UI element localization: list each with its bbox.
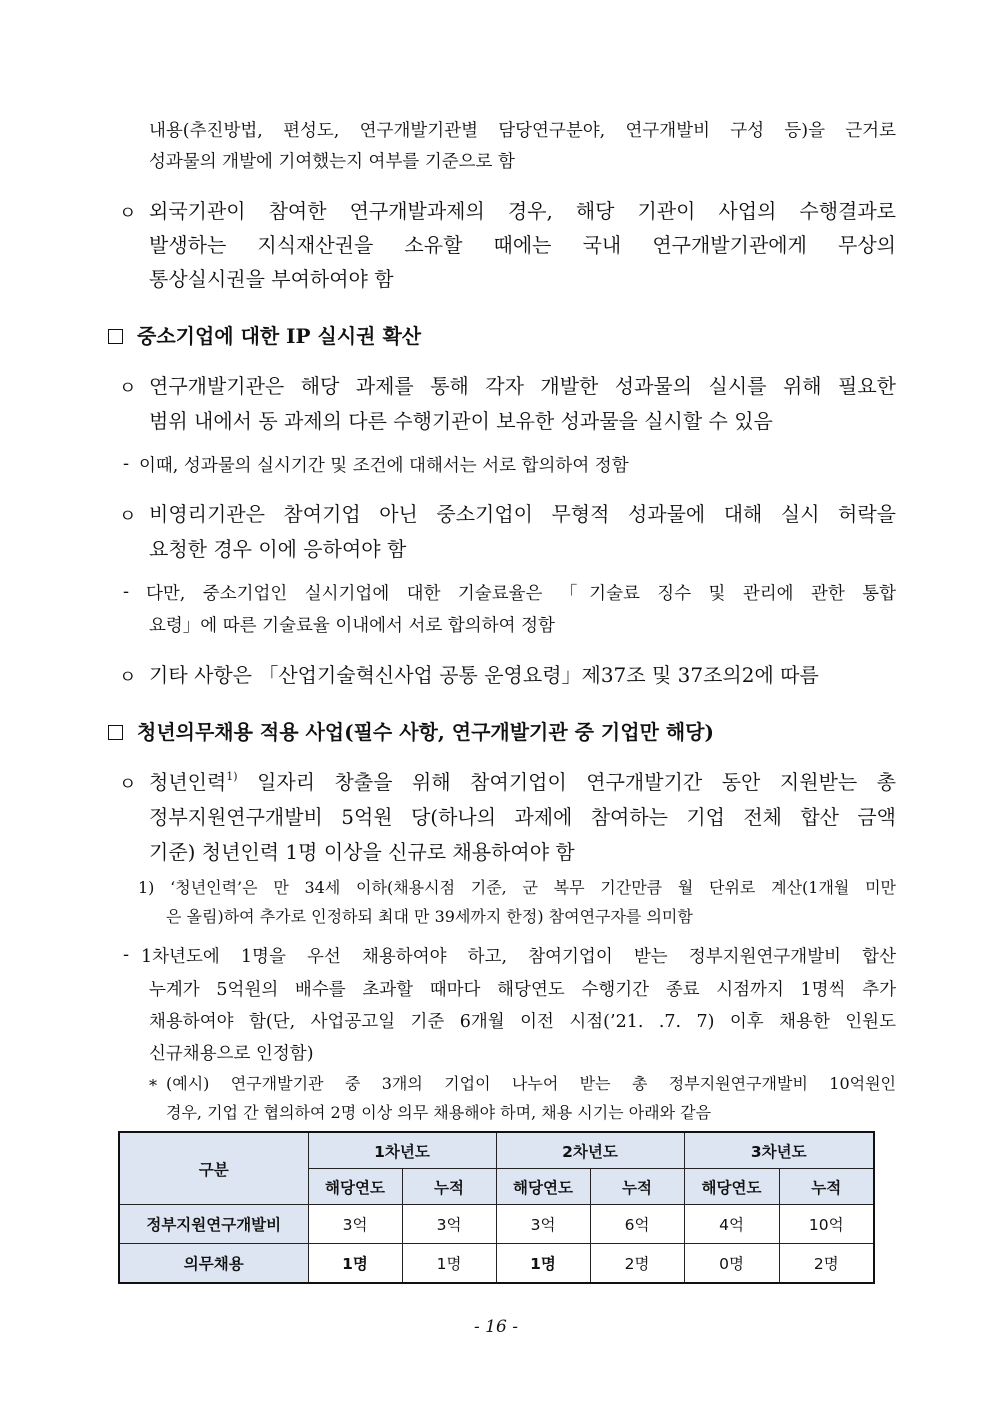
table-cell: 10억 bbox=[779, 1205, 874, 1244]
table-header-year-2: 2차년도 bbox=[496, 1132, 684, 1169]
circle-bullet: ㅇ bbox=[119, 774, 137, 795]
table-header-category: 구분 bbox=[119, 1132, 308, 1205]
para-6-line-3: 기준) 청년인력 1명 이상을 신규로 채용하여야 함 bbox=[149, 840, 575, 864]
dash-item-3-line-3: 채용하여야 함(단, 사업공고일 기준 6개월 이전 시점(’21. .7. 7) 이후 채용한 인원도 bbox=[149, 1012, 896, 1032]
dash-item-3-line-2: 누계가 5억원의 배수를 초과할 때마다 해당연도 수행기간 종료 시점까지 1명씩 추가 bbox=[149, 980, 896, 1000]
example-line-2: 경우, 기업 간 협의하여 2명 이상 의무 채용해야 하며, 채용 시기는 아래와 같음 bbox=[166, 1103, 712, 1122]
table-cell: 6억 bbox=[590, 1205, 684, 1244]
section-heading-ip bbox=[108, 320, 421, 349]
para-6-rest: 일자리 창출을 위해 참여기업이 연구개발기간 동안 지원받는 총 bbox=[237, 770, 896, 794]
page-number: - 16 - bbox=[474, 1317, 518, 1337]
checkbox-square-icon bbox=[108, 329, 123, 344]
table-header-year-1: 1차년도 bbox=[308, 1132, 496, 1169]
dash-bullet: - bbox=[123, 581, 130, 602]
circle-bullet: ㅇ bbox=[119, 667, 137, 688]
table-header-year-3: 3차년도 bbox=[684, 1132, 874, 1169]
row-label: 의무채용 bbox=[119, 1244, 308, 1284]
para-2-line-2: 발생하는 지식재산권을 소유할 때에는 국내 연구개발기관에게 무상의 bbox=[149, 233, 896, 257]
table-subheader: 누적 bbox=[402, 1169, 496, 1205]
table-cell: 1명 bbox=[402, 1244, 496, 1284]
para-5: 기타 사항은 「산업기술혁신사업 공통 운영요령」제37조 및 37조의2에 따름 bbox=[149, 663, 819, 687]
table-cell: 2명 bbox=[779, 1244, 874, 1284]
circle-bullet: ㅇ bbox=[119, 378, 137, 399]
section-heading-ip-text: 중소기업에 대한 IP 실시권 확산 bbox=[137, 324, 422, 348]
para-1-line-1: 내용(추진방법, 편성도, 연구개발기관별 담당연구분야, 연구개발비 구성 등)을 근거로 bbox=[149, 121, 896, 141]
dash-bullet: - bbox=[123, 453, 130, 474]
row-label: 정부지원연구개발비 bbox=[119, 1205, 308, 1244]
table-row bbox=[119, 1205, 874, 1244]
dash-bullet: - bbox=[123, 944, 130, 965]
table-cell: 3억 bbox=[308, 1205, 402, 1244]
para-6-line-2: 정부지원연구개발비 5억원 당(하나의 과제에 참여하는 기업 전체 합산 금액 bbox=[149, 805, 896, 829]
table-cell: 4억 bbox=[684, 1205, 779, 1244]
para-2-line-1: 외국기관이 참여한 연구개발과제의 경우, 해당 기관이 사업의 수행결과로 bbox=[149, 199, 896, 223]
table-subheader: 누적 bbox=[590, 1169, 684, 1205]
para-1-line-2: 성과물의 개발에 기여했는지 여부를 기준으로 함 bbox=[149, 152, 515, 172]
example-line-1: (예시) 연구개발기관 중 3개의 기업이 나누어 받는 총 정부지원연구개발비 10억원인 bbox=[166, 1074, 896, 1093]
footnote-line-1: 1) ‘청년인력’은 만 34세 이하(채용시점 기준, 군 복무 기간만큼 월 단위로 계산(1개월 미만 bbox=[138, 878, 896, 897]
section-heading-youth-text: 청년의무채용 적용 사업(필수 사항, 연구개발기관 중 기업만 해당) bbox=[137, 720, 714, 744]
para-2-line-3: 통상실시권을 부여하여야 함 bbox=[149, 267, 394, 291]
checkbox-square-icon bbox=[108, 725, 123, 740]
para-6-line-1 bbox=[149, 766, 896, 795]
footnote-ref: 1) bbox=[226, 770, 238, 783]
table-subheader: 누적 bbox=[779, 1169, 874, 1205]
circle-bullet: ㅇ bbox=[119, 506, 137, 527]
para-4-line-1: 비영리기관은 참여기업 아닌 중소기업이 무형적 성과물에 대해 실시 허락을 bbox=[149, 502, 896, 526]
table-cell: 1명 bbox=[496, 1244, 590, 1284]
table-cell: 2명 bbox=[590, 1244, 684, 1284]
table-subheader: 해당연도 bbox=[308, 1169, 402, 1205]
circle-bullet: ㅇ bbox=[119, 203, 137, 224]
para-4-line-2: 요청한 경우 이에 응하여야 함 bbox=[149, 537, 407, 561]
dash-item-2-line-2: 요령」에 따른 기술료율 이내에서 서로 합의하여 정함 bbox=[149, 616, 555, 636]
hiring-table bbox=[118, 1131, 875, 1284]
dash-item-3-line-1: 1차년도에 1명을 우선 채용하여야 하고, 참여기업이 받는 정부지원연구개발비 합산 bbox=[141, 947, 896, 967]
table-cell: 1명 bbox=[308, 1244, 402, 1284]
para-3-line-2: 범위 내에서 동 과제의 다른 수행기관이 보유한 성과물을 실시할 수 있음 bbox=[149, 409, 773, 433]
table-row bbox=[119, 1244, 874, 1284]
footnote-line-2: 은 올림)하여 추가로 인정하되 최대 만 39세까지 한정) 참여연구자를 의미함 bbox=[166, 907, 693, 926]
example-star: * bbox=[149, 1076, 157, 1095]
para-3-line-1: 연구개발기관은 해당 과제를 통해 각자 개발한 성과물의 실시를 위해 필요한 bbox=[149, 374, 896, 398]
table-subheader: 해당연도 bbox=[496, 1169, 590, 1205]
section-heading-youth bbox=[108, 716, 714, 745]
table-cell: 3억 bbox=[402, 1205, 496, 1244]
dash-item-3-line-4: 신규채용으로 인정함) bbox=[149, 1044, 314, 1064]
dash-item-2-line-1: 다만, 중소기업인 실시기업에 대한 기술료율은 「기술료 징수 및 관리에 관한 통합 bbox=[146, 584, 896, 604]
table-cell: 3억 bbox=[496, 1205, 590, 1244]
dash-item-1: 이때, 성과물의 실시기간 및 조건에 대해서는 서로 합의하여 정함 bbox=[139, 456, 629, 476]
table-cell: 0명 bbox=[684, 1244, 779, 1284]
para-6-term: 청년인력 bbox=[149, 770, 227, 794]
table-subheader: 해당연도 bbox=[684, 1169, 779, 1205]
